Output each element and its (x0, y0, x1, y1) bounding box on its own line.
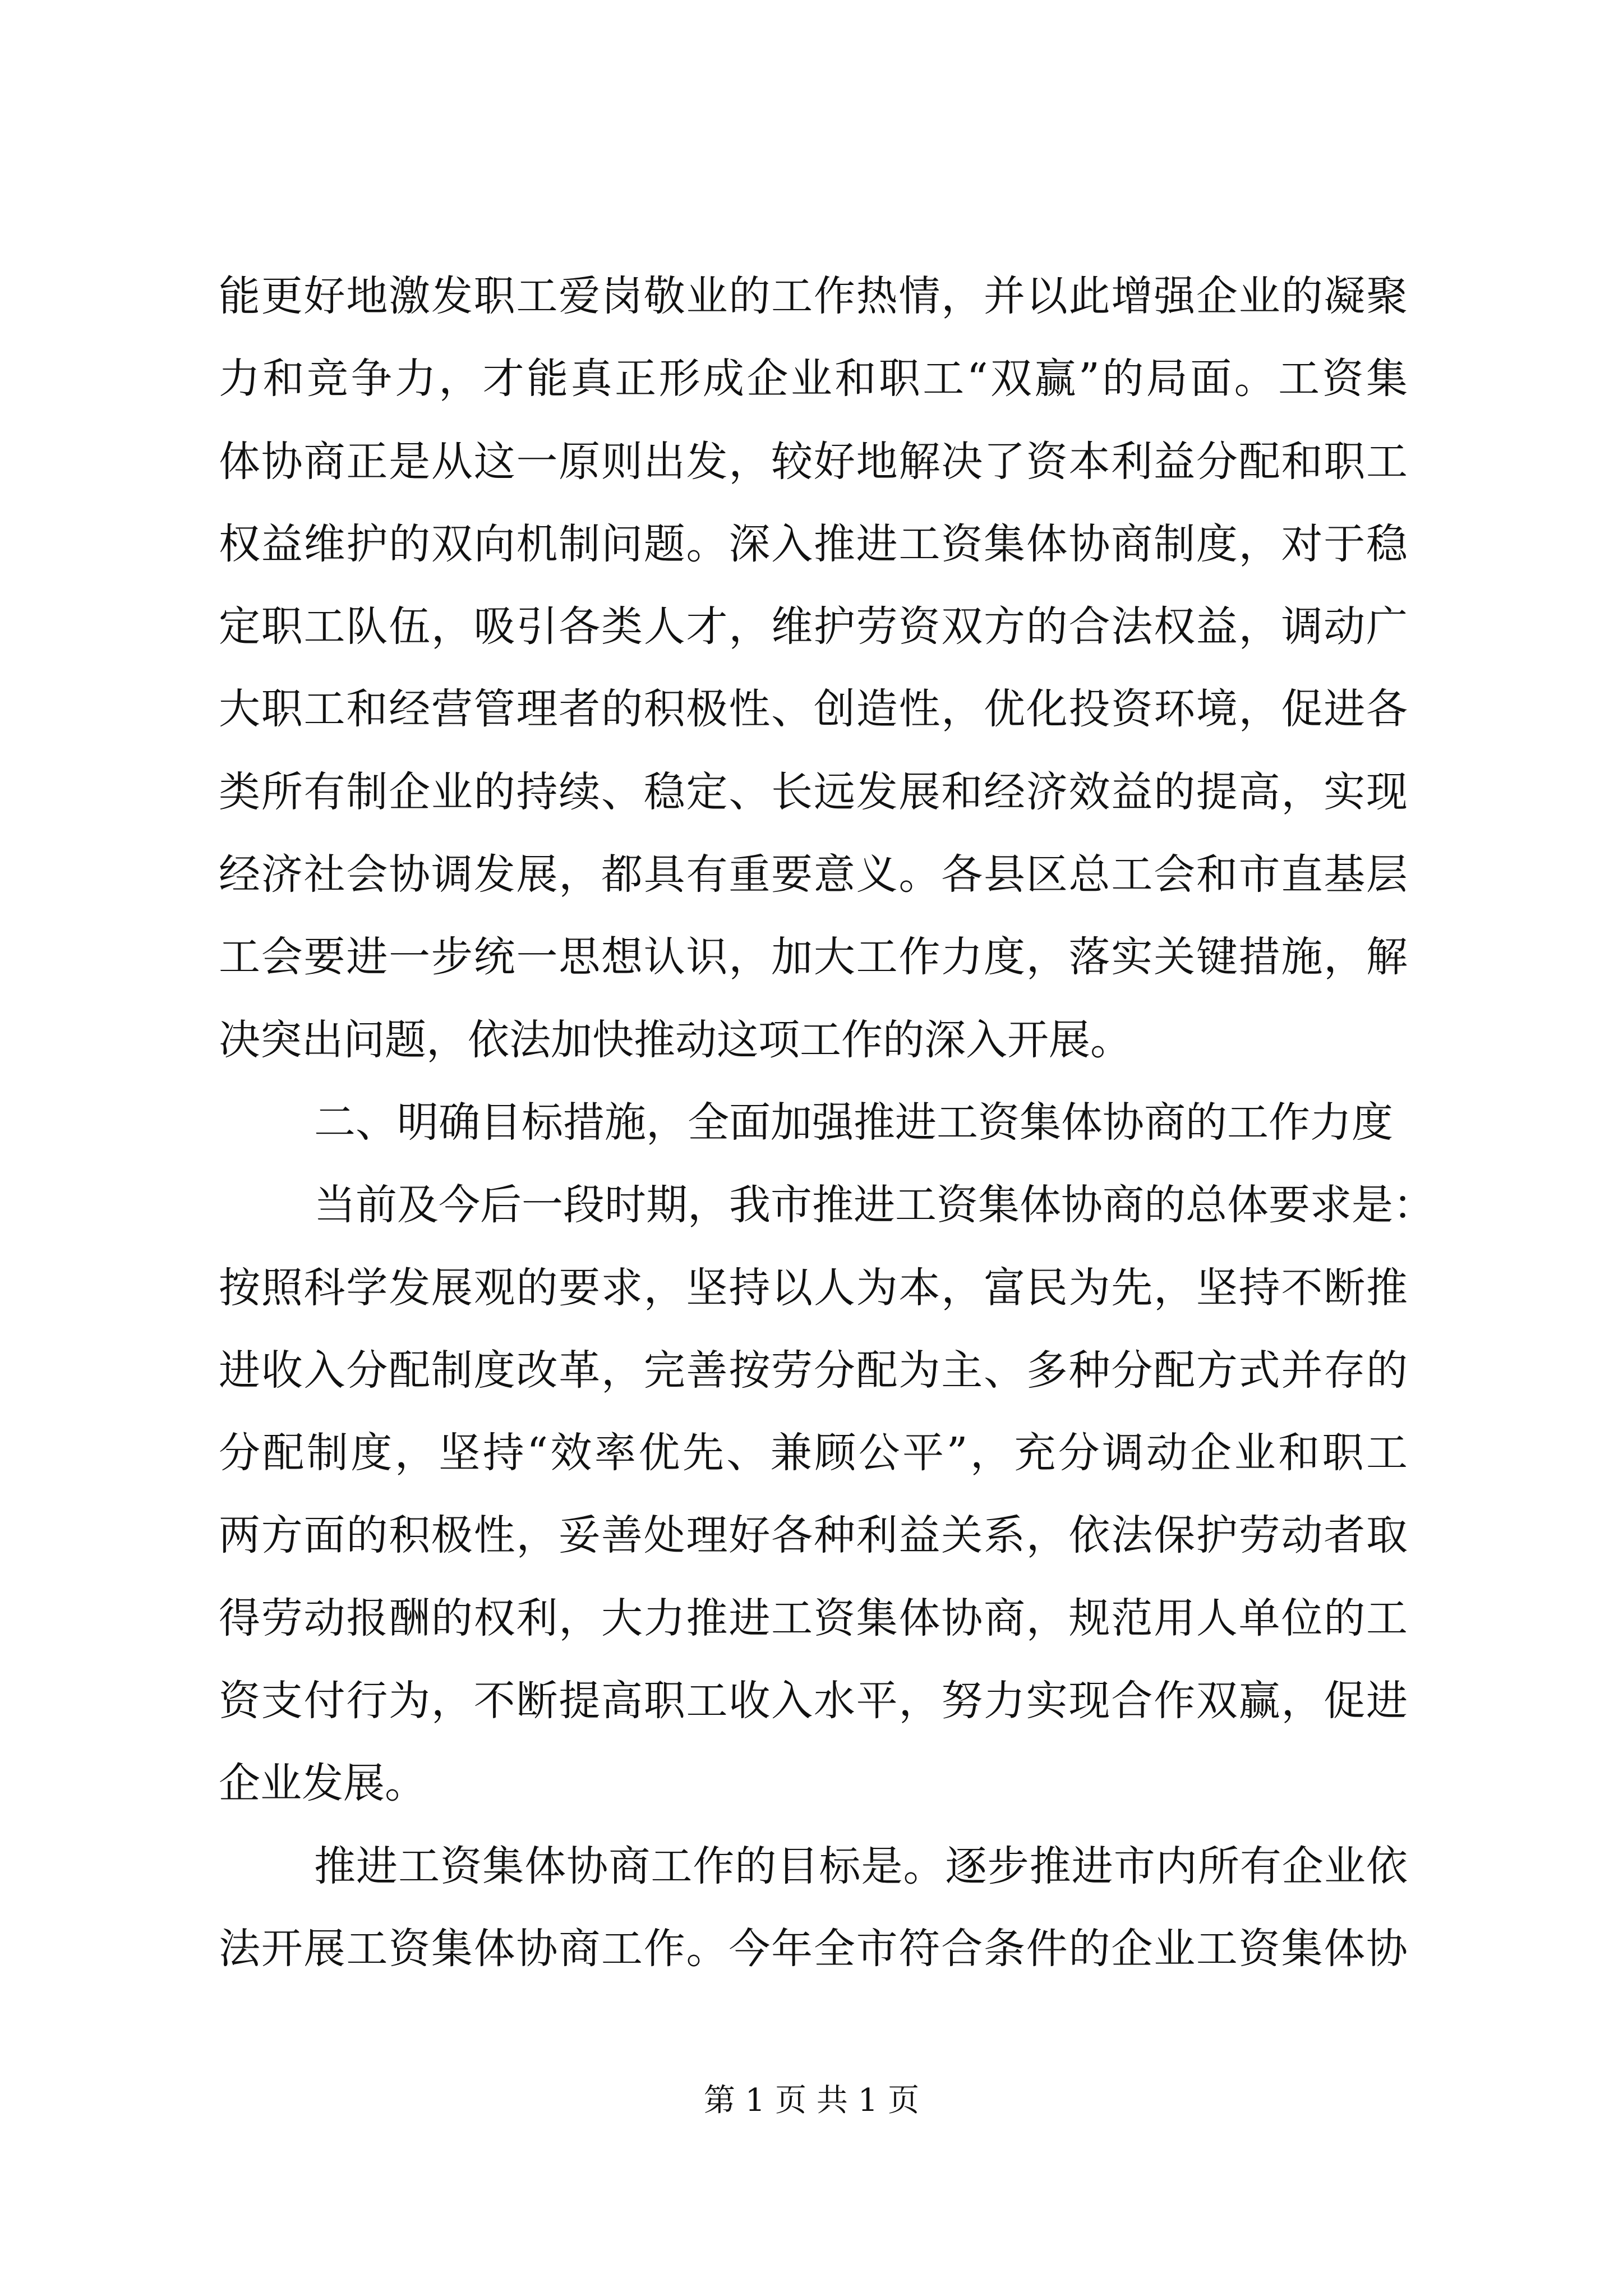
text-line: 资支付行为，不断提高职工收入水平，努力实现合作双赢，促进 (219, 1677, 1408, 1726)
text-line: 定职工队伍，吸引各类人才，维护劳资双方的合法权益，调动广 (219, 602, 1408, 651)
text-line: 进收入分配制度改革，完善按劳分配为主、多种分配方式并存的 (219, 1346, 1408, 1395)
text-line: 推进工资集体协商工作的目标是。逐步推进市内所有企业依 (314, 1842, 1408, 1890)
text-line: 法开展工资集体协商工作。今年全市符合条件的企业工资集体协 (219, 1924, 1408, 1973)
text-line: 能更好地激发职工爱岗敬业的工作热情，并以此增强企业的凝聚 (219, 272, 1408, 320)
text-line: 分配制度，坚持“效率优先、兼顾公平”，充分调动企业和职工 (219, 1429, 1408, 1478)
page-number-footer: 第 1 页 共 1 页 (703, 2082, 920, 2119)
section-heading: 二、明确目标措施，全面加强推进工资集体协商的工作力度 (314, 1098, 1393, 1147)
text-line: 按照科学发展观的要求，坚持以人为本，富民为先，坚持不断推 (219, 1263, 1408, 1312)
text-line: 权益维护的双向机制问题。深入推进工资集体协商制度，对于稳 (219, 519, 1408, 568)
text-line: 工会要进一步统一思想认识，加大工作力度，落实关键措施，解 (219, 933, 1408, 982)
text-line: 类所有制企业的持续、稳定、长远发展和经济效益的提高，实现 (219, 767, 1408, 816)
text-line: 当前及今后一段时期，我市推进工资集体协商的总体要求是： (314, 1181, 1435, 1230)
text-line: 体协商正是从这一原则出发，较好地解决了资本利益分配和职工 (219, 437, 1408, 486)
text-line: 两方面的积极性，妥善处理好各种利益关系，依法保护劳动者取 (219, 1511, 1408, 1560)
document-body (219, 255, 1435, 1990)
text-line: 经济社会协调发展，都具有重要意义。各县区总工会和市直基层 (219, 850, 1408, 899)
text-line: 决突出问题，依法加快推动这项工作的深入开展。 (219, 1015, 1132, 1064)
text-line: 力和竞争力，才能真正形成企业和职工“双赢”的局面。工资集 (219, 355, 1408, 403)
text-line: 企业发展。 (219, 1759, 426, 1808)
text-line: 得劳动报酬的权利，大力推进工资集体协商，规范用人单位的工 (219, 1594, 1408, 1642)
text-line: 大职工和经营管理者的积极性、创造性，优化投资环境，促进各 (219, 685, 1408, 734)
